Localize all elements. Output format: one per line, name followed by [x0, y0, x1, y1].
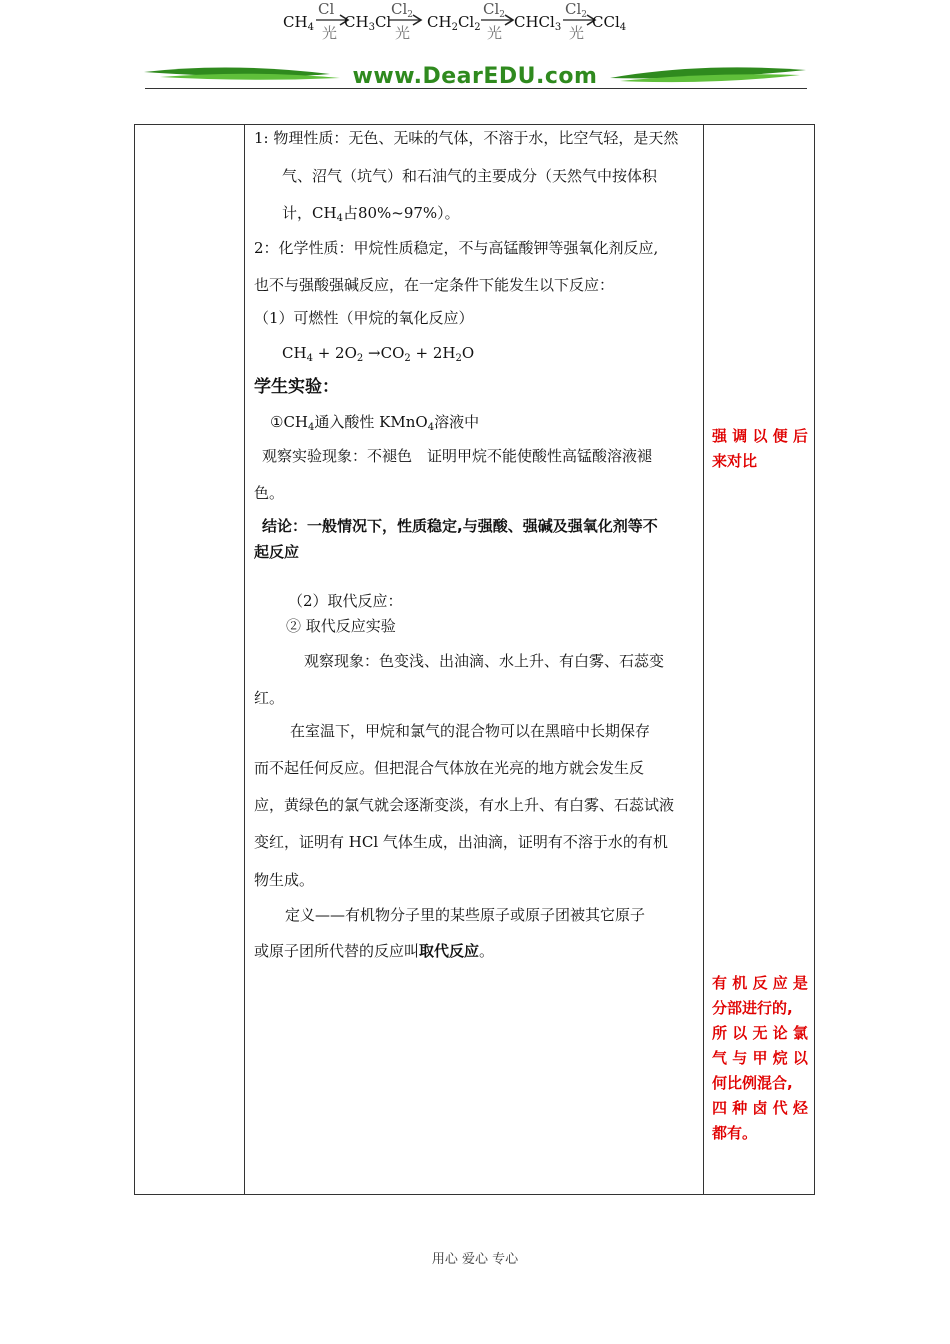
paragraph-line4: 变红，证明有 HCl 气体生成，出油滴，证明有不溶于水的有机: [254, 833, 668, 851]
site-header: [140, 58, 810, 98]
chemical-properties-line2: 也不与强酸强碱反应，在一定条件下能发生以下反应：: [254, 276, 615, 294]
definition-line2: 或原子团所代替的反应叫取代反应。: [254, 942, 495, 960]
experiment-2: ② 取代反应实验: [286, 617, 396, 635]
student-experiment-heading: 学生实验：: [254, 377, 339, 397]
definition-line1: 定义——有机物分子里的某些原子或原子团被其它原子: [285, 906, 646, 924]
observation-2-line1: 观察现象：色变浅、出油滴、水上升、有白雾、石蕊变: [304, 652, 665, 670]
reaction-species-chcl3: CHCl$_3$: [514, 13, 562, 33]
paragraph-line3: 应，黄绿色的氯气就会逐渐变淡，有水上升、有白雾、石蕊试液: [254, 796, 675, 814]
subsection-combustion: （1）可燃性（甲烷的氧化反应）: [254, 309, 474, 327]
reaction-species-ch3cl: $CH_3Cl$: [344, 13, 392, 33]
reaction-species-ch4: $CH_4$: [283, 13, 314, 33]
reaction-arrow-4: $Cl_2$ 光: [563, 0, 599, 44]
physical-properties-line2: 气、沼气（坑气）和石油气的主要成分（天然气中按体积: [282, 167, 658, 185]
combustion-equation: $CH_4 + 2O_2 \to CO_2 + 2H_2O$: [282, 344, 475, 364]
reaction-species-ch2cl2: $CH_2Cl_2$: [427, 13, 481, 33]
paragraph-line1: 在室温下，甲烷和氯气的混合物可以在黑暗中长期保存: [290, 722, 651, 740]
reaction-arrow-1: Cl 光: [316, 0, 352, 44]
paragraph-line5: 物生成。: [254, 871, 315, 889]
conclusion-line2: 起反应: [254, 543, 300, 561]
reaction-arrow-2: $Cl_2$ 光: [389, 0, 425, 44]
observation-1-line1: 观察实验现象：不褪色 证明甲烷不能使酸性高锰酸溶液褪: [262, 447, 653, 465]
reaction-species-ccl4: CCl$_4$: [592, 13, 627, 33]
site-title[interactable]: www.DearEDU.com: [352, 64, 598, 89]
chemical-properties-line1: 2：化学性质：甲烷性质稳定，不与高锰酸钾等强氧化剂反应,: [254, 239, 659, 257]
experiment-1: $①CH_4$通入酸性 KMnO$_4$溶液中: [270, 413, 480, 433]
reaction-arrow-3: $Cl_2$ 光: [481, 0, 517, 44]
observation-1-line2: 色。: [254, 484, 285, 502]
subsection-substitution: （2）取代反应：: [288, 592, 403, 610]
paragraph-line2: 而不起任何反应。但把混合气体放在光亮的地方就会发生反: [254, 759, 645, 777]
column-divider-right: [703, 125, 704, 1194]
page-footer: 用心 爱心 专心: [431, 1252, 519, 1267]
physical-properties-line3: 计，$CH_4$占80%~97%）。: [282, 204, 460, 224]
definition-term: 取代反应: [419, 942, 480, 960]
physical-properties-line1: 1: 物理性质：无色、无味的气体，不溶于水，比空气轻，是天然: [254, 129, 679, 147]
conclusion-line1: 结论：一般情况下，性质稳定,与强酸、强碱及强氧化剂等不: [262, 517, 658, 535]
observation-2-line2: 红。: [254, 689, 285, 707]
column-divider-left: [244, 125, 245, 1194]
margin-note-1: 强 调 以 便 后 来对比: [712, 427, 808, 470]
margin-note-2: 有 机 反 应 是 分部进行的, 所 以 无 论 氯 气 与 甲 烷 以 何比例混合, 四 种 卤 代 烃 都有。: [712, 974, 808, 1142]
header-rule: [145, 88, 807, 89]
